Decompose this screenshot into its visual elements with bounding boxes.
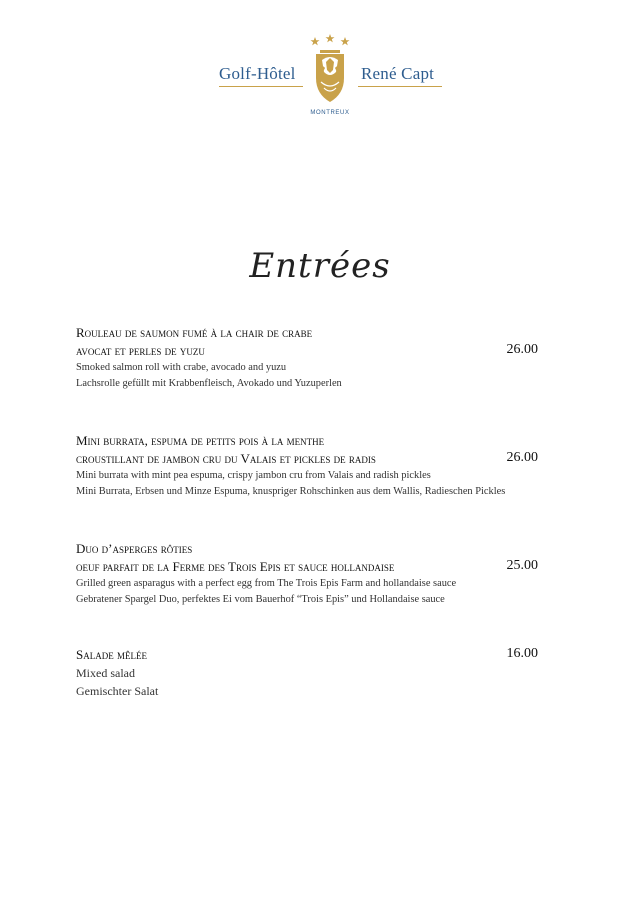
crest-icon [306,34,354,110]
item-title-line1: Mini burrata, espuma de petits pois à la menthe [76,433,325,448]
logo-rule-left [219,86,303,87]
logo-name-left: Golf-Hôtel [219,64,296,83]
item-title-line2: avocat et perles de yuzu [76,343,205,358]
logo-location: MONTREUX [310,110,350,116]
menu-item [76,646,546,700]
item-title-line2: croustillant de jambon cru du Valais et pickles de radis [76,451,376,466]
item-title-line1: Duo d’asperges rôties [76,541,193,556]
section-title: Entrées [249,246,391,286]
item-description-en: Mini burrata with mint pea espuma, crispy jambon cru from Valais and radish pickles [76,470,431,481]
item-description-en: Grilled green asparagus with a perfect egg from The Trois Epis Farm and hollandaise sauce [76,578,457,589]
item-description-en: Mixed salad [76,666,135,680]
item-title-row [76,342,546,360]
item-description-de: Gemischter Salat [76,684,159,698]
item-description-de: Gebratener Spargel Duo, perfektes Ei vom Bauerhof “Trois Epis” und Hollandaise sauce [76,594,445,605]
item-title-row [76,450,546,468]
item-description-de: Mini Burrata, Erbsen und Minze Espuma, knuspriger Rohschinken aus dem Wallis, Radieschen Pickles [76,486,506,497]
item-title-line2: oeuf parfait de la Ferme des Trois Epis et sauce hollandaise [76,559,395,574]
menu-item [76,324,546,392]
hotel-logo [216,34,444,120]
item-title-row [76,646,546,664]
item-description-de: Lachsrolle gefüllt mit Krabbenfleisch, Avokado und Yuzuperlen [76,378,342,389]
menu-item [76,540,546,608]
menu-item [76,432,546,500]
logo-name-right: René Capt [361,64,435,83]
item-title-line1: Salade mêlée [76,647,147,662]
logo-rule-right [358,86,442,87]
item-price: 26.00 [506,342,538,357]
item-price: 25.00 [506,558,538,573]
item-description-en: Smoked salmon roll with crabe, avocado and yuzu [76,362,287,373]
item-title-row [76,558,546,576]
item-price: 26.00 [506,450,538,465]
item-title-line1: Rouleau de saumon fumé à la chair de crabe [76,325,313,340]
item-price: 16.00 [506,646,538,661]
